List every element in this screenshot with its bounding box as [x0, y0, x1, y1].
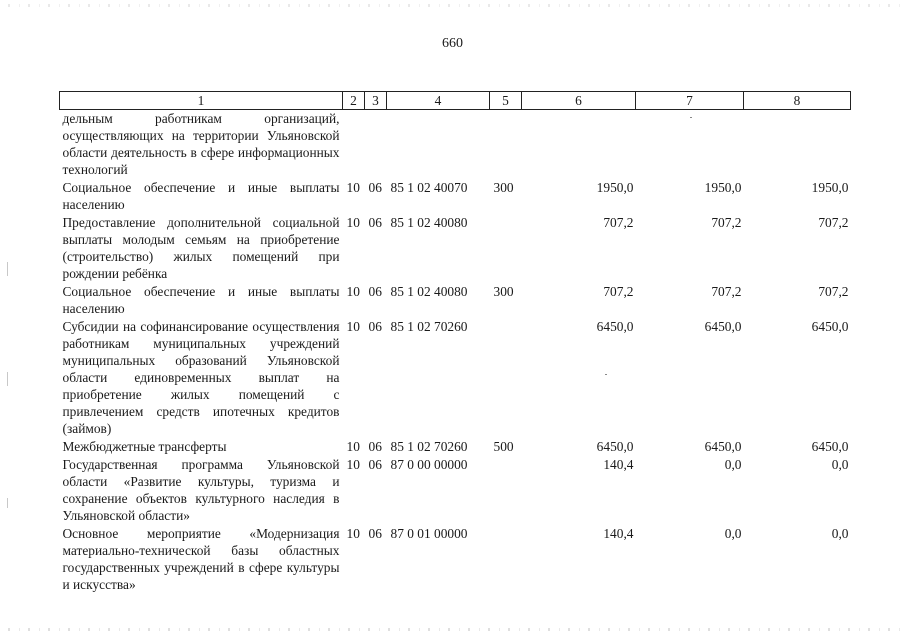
scan-noise-top — [0, 4, 905, 7]
section-code: 10 — [346, 284, 360, 299]
amount-col8 — [744, 110, 851, 180]
amount-col6 — [522, 110, 636, 180]
amount-col6: 1950,0 — [596, 180, 634, 195]
amount-col7: 6450,0 — [704, 439, 742, 454]
page-number: 660 — [442, 36, 463, 51]
budget-table — [59, 91, 851, 594]
section-code: 10 — [346, 215, 360, 230]
column-header: 1 — [60, 92, 343, 110]
row-name: дельным работникам организаций, осуществляющих на территории Ульяновской области деятельность в сфере информационных технологий — [62, 111, 340, 177]
section-code: 10 — [346, 319, 360, 334]
amount-col6: 140,4 — [603, 457, 634, 472]
expense-type-code — [490, 456, 522, 525]
table-row — [60, 214, 851, 283]
amount-col6: 707,2 — [603, 284, 634, 299]
table-row — [60, 456, 851, 525]
row-name: Социальное обеспечение и иные выплаты населению — [62, 180, 340, 212]
subsection-code — [365, 110, 387, 180]
amount-col8: 6450,0 — [811, 439, 849, 454]
amount-col6: 140,4 — [603, 526, 634, 541]
scan-noise-bottom — [0, 628, 905, 631]
target-article-code: 85 1 02 70260 — [390, 319, 468, 334]
target-article-code: 85 1 02 40080 — [390, 284, 468, 299]
amount-col8: 6450,0 — [811, 319, 849, 334]
expense-type-code — [490, 214, 522, 283]
column-header: 4 — [387, 92, 490, 110]
amount-col7: 0,0 — [724, 526, 742, 541]
column-header: 2 — [343, 92, 365, 110]
amount-col7: 1950,0 — [704, 180, 742, 195]
amount-col6: 707,2 — [603, 215, 634, 230]
scan-margin-mark — [7, 498, 8, 508]
section-code: 10 — [346, 457, 360, 472]
target-article-code: 85 1 02 40080 — [390, 215, 468, 230]
subsection-code: 06 — [368, 439, 382, 454]
section-code: 10 — [346, 180, 360, 195]
expense-type-code — [490, 525, 522, 594]
subsection-code: 06 — [368, 319, 382, 334]
amount-col7: 0,0 — [724, 457, 742, 472]
amount-col6: 6450,0 — [596, 439, 634, 454]
expense-type-code: 500 — [493, 439, 514, 454]
amount-col7: 707,2 — [711, 284, 742, 299]
amount-col8: 707,2 — [818, 284, 849, 299]
subsection-code: 06 — [368, 180, 382, 195]
column-header: 3 — [365, 92, 387, 110]
amount-col8: 707,2 — [818, 215, 849, 230]
subsection-code: 06 — [368, 284, 382, 299]
amount-col7: 6450,0 — [704, 319, 742, 334]
column-header: 5 — [490, 92, 522, 110]
row-name: Субсидии на софинансирование осуществления работникам муниципальных учреждений муниципальных образований Ульяновской области единовременных выплат на приобретение жилых помещений с привлечением средств ипотечных кредитов (займов) — [62, 319, 340, 436]
target-article-code — [387, 110, 490, 180]
table-row — [60, 110, 851, 180]
target-article-code: 85 1 02 40070 — [390, 180, 468, 195]
scan-margin-mark — [7, 372, 8, 386]
amount-col7 — [636, 110, 744, 180]
target-article-code: 87 0 00 00000 — [390, 457, 468, 472]
row-name: Предоставление дополнительной социальной выплаты молодым семьям на приобретение (строительство) жилых помещений при рождении ребёнка — [62, 215, 340, 281]
subsection-code: 06 — [368, 457, 382, 472]
table-row — [60, 525, 851, 594]
row-name: Основное мероприятие «Модернизация материально-технической базы областных государственных учреждений в сфере культуры и искусства» — [62, 526, 340, 592]
target-article-code: 87 0 01 00000 — [390, 526, 468, 541]
table-row — [60, 438, 851, 456]
column-header: 8 — [744, 92, 851, 110]
expense-type-code: 300 — [493, 180, 514, 195]
scan-margin-mark — [7, 262, 8, 276]
table-row — [60, 179, 851, 214]
column-header: 6 — [522, 92, 636, 110]
expense-type-code — [490, 318, 522, 438]
amount-col8: 1950,0 — [811, 180, 849, 195]
table-row — [60, 318, 851, 438]
section-code: 10 — [346, 439, 360, 454]
section-code: 10 — [346, 526, 360, 541]
subsection-code: 06 — [368, 215, 382, 230]
amount-col8: 0,0 — [831, 526, 849, 541]
row-name: Социальное обеспечение и иные выплаты населению — [62, 284, 340, 316]
table-row — [60, 283, 851, 318]
column-header: 7 — [636, 92, 744, 110]
subsection-code: 06 — [368, 526, 382, 541]
amount-col7: 707,2 — [711, 215, 742, 230]
expense-type-code: 300 — [493, 284, 514, 299]
amount-col8: 0,0 — [831, 457, 849, 472]
section-code — [343, 110, 365, 180]
row-name: Государственная программа Ульяновской области «Развитие культуры, туризма и сохранение объектов культурного наследия в Ульяновской области» — [62, 457, 340, 523]
column-number-row — [60, 92, 851, 110]
target-article-code: 85 1 02 70260 — [390, 439, 468, 454]
amount-col6: 6450,0 — [596, 319, 634, 334]
expense-type-code — [490, 110, 522, 180]
row-name: Межбюджетные трансферты — [62, 439, 227, 454]
